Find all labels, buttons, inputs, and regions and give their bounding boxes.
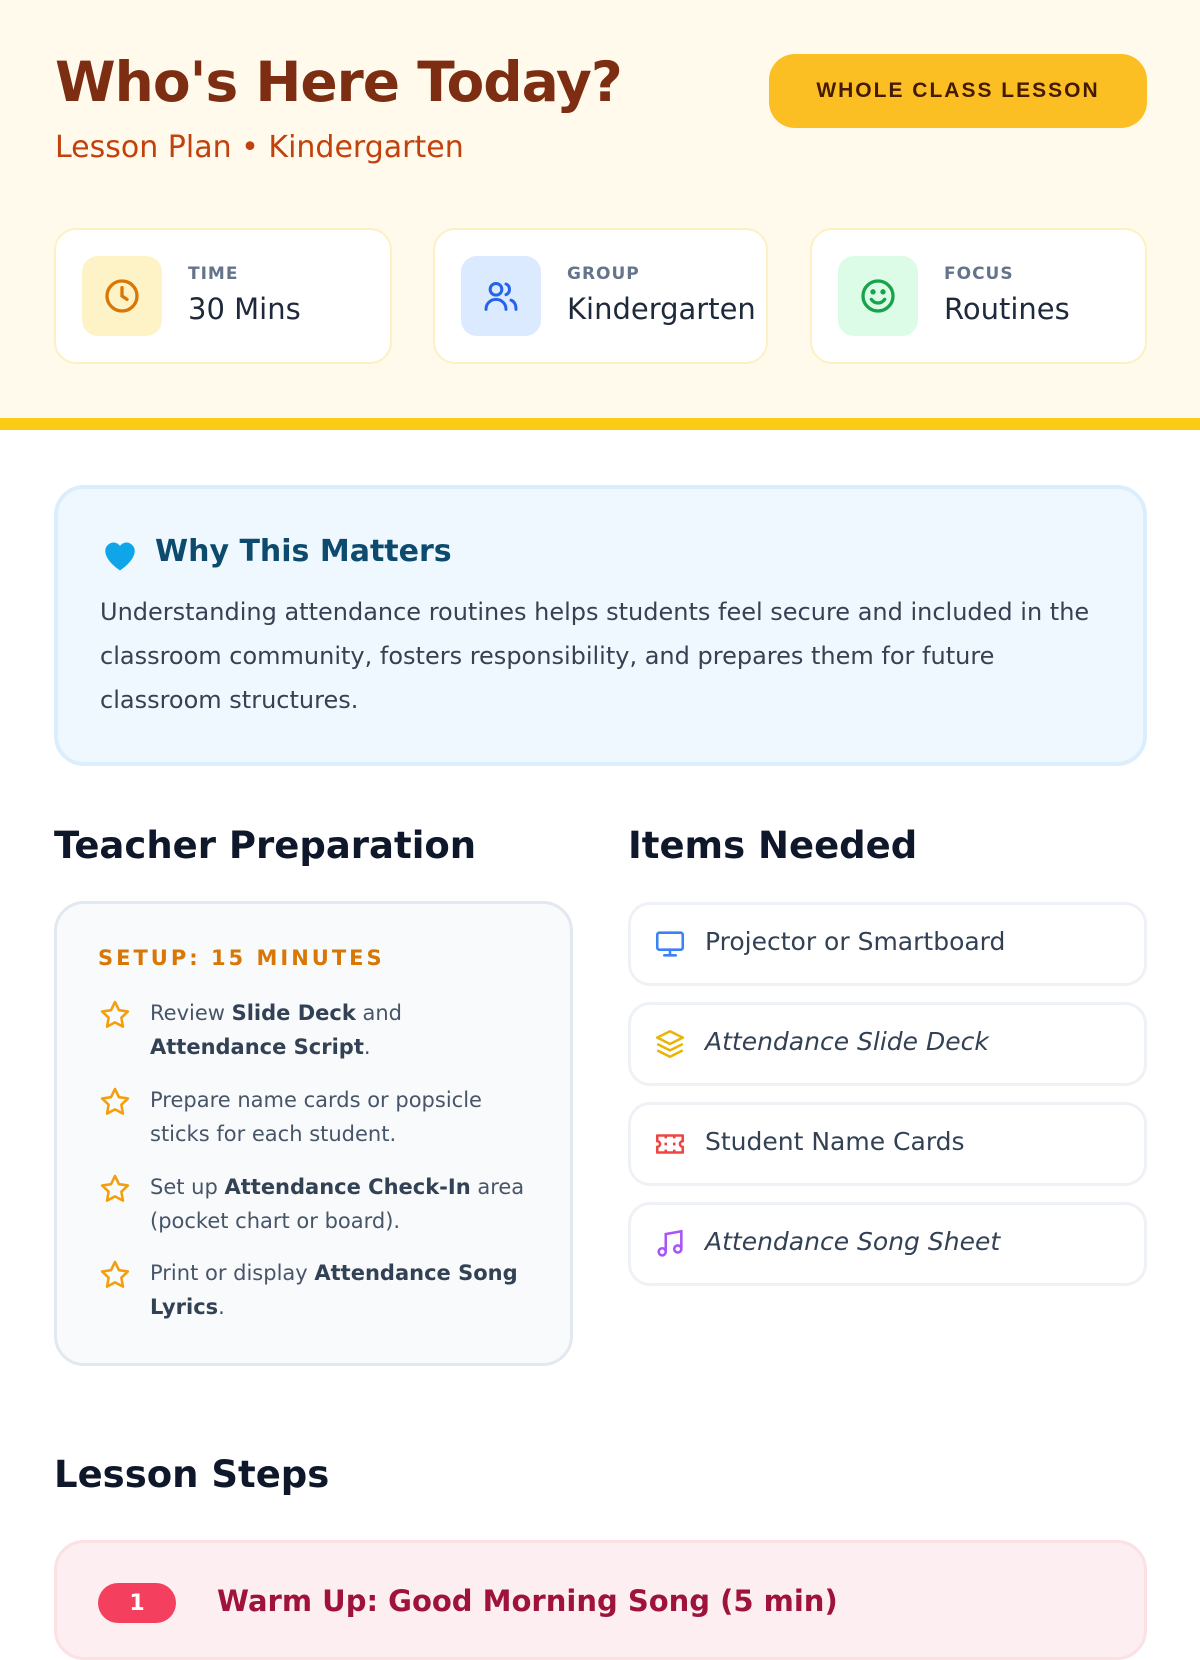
item-label: Student Name Cards	[705, 1127, 965, 1156]
item-label: Projector or Smartboard	[705, 927, 1006, 956]
item-name-cards	[628, 1102, 1147, 1186]
heart-icon	[100, 536, 140, 576]
whole-class-lesson-button[interactable]: WHOLE CLASS LESSON	[769, 54, 1147, 128]
stat-label: GROUP	[567, 264, 640, 284]
star-icon	[98, 1258, 132, 1292]
stat-label: FOCUS	[944, 264, 1014, 284]
ticket-icon	[653, 1127, 687, 1161]
stat-value: 30 Mins	[188, 292, 301, 326]
step-number-badge: 1	[98, 1583, 176, 1623]
stat-card-group	[433, 228, 768, 364]
stat-label: TIME	[188, 264, 239, 284]
page-title: Who's Here Today?	[55, 50, 622, 114]
items-needed-title: Items Needed	[628, 824, 918, 867]
teacher-preparation-title: Teacher Preparation	[54, 824, 477, 867]
lesson-steps-title: Lesson Steps	[54, 1453, 330, 1496]
why-title: Why This Matters	[155, 534, 452, 569]
stat-card-time	[54, 228, 392, 364]
step-title: Warm Up: Good Morning Song (5 min)	[217, 1584, 838, 1618]
header-divider	[0, 418, 1200, 430]
item-label: Attendance Song Sheet	[705, 1227, 1001, 1256]
monitor-icon	[653, 927, 687, 961]
item-projector	[628, 902, 1147, 986]
star-icon	[98, 1172, 132, 1206]
why-text: Understanding attendance routines helps students feel secure and included in the classroom community, fosters responsibility, and prepares them for future classroom structures.	[100, 598, 1090, 714]
item-song-sheet	[628, 1202, 1147, 1286]
star-icon	[98, 1085, 132, 1119]
smile-icon	[838, 256, 918, 336]
page-subtitle: Lesson Plan • Kindergarten	[55, 130, 464, 165]
star-icon	[98, 998, 132, 1032]
music-icon	[653, 1227, 687, 1261]
setup-time: SETUP: 15 MINUTES	[98, 946, 385, 970]
users-icon	[461, 256, 541, 336]
stat-value: Kindergarten	[567, 292, 756, 326]
stat-card-focus	[810, 228, 1147, 364]
clock-icon	[82, 256, 162, 336]
layers-icon	[653, 1027, 687, 1061]
item-label: Attendance Slide Deck	[705, 1027, 989, 1056]
stat-value: Routines	[944, 292, 1070, 326]
item-slide-deck	[628, 1002, 1147, 1086]
